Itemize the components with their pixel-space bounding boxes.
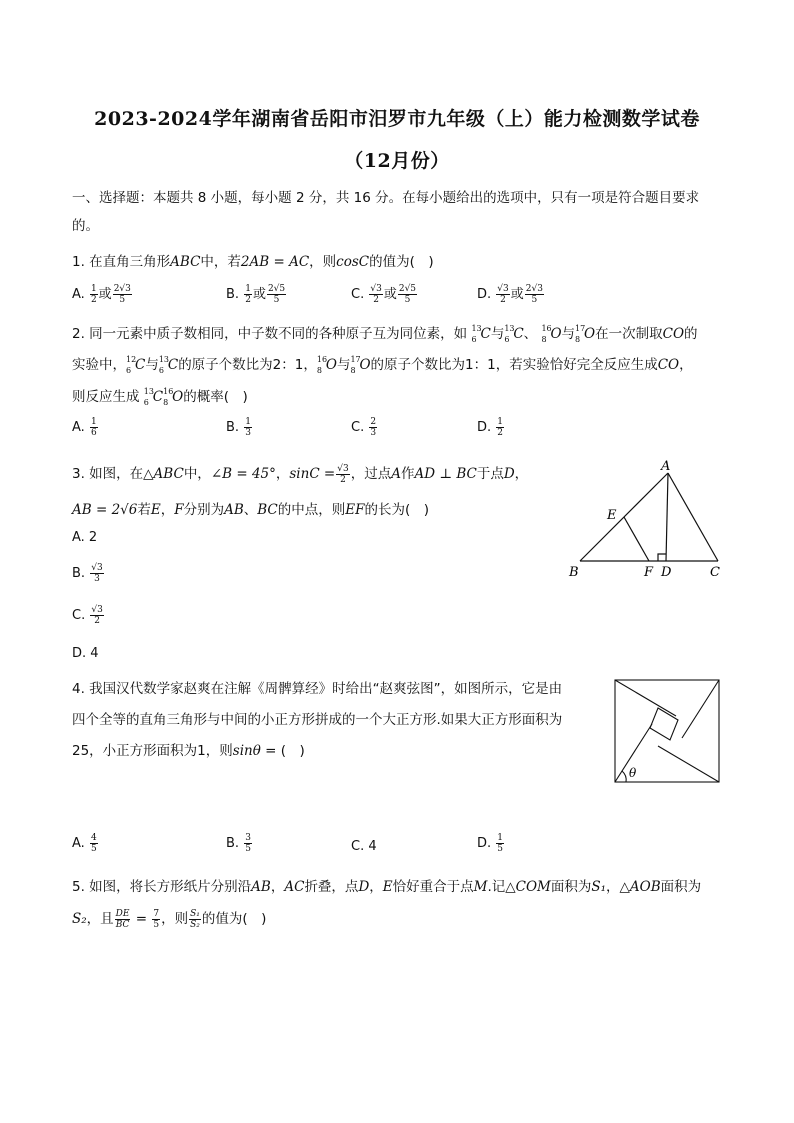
q3-option-b[interactable]: B. $\frac{√3}{3}$ — [72, 563, 103, 584]
chord-3 — [658, 746, 719, 782]
theta-arc — [622, 771, 626, 782]
question-2-line2: 实验中， 12 6 C与 13 6 C的原子个数比为2：1， 16 8 O与 17 8 O的原子个数比为1：1，若实验恰好完全反应生成CO， — [72, 355, 693, 375]
q1-option-b[interactable]: B. $\frac{1}{2}$ 或 $\frac{2√5}{5}$ — [226, 284, 286, 305]
exam-title: 2023-2024学年湖南省岳阳市汨罗市九年级（上）能力检测数学试卷 — [94, 108, 700, 130]
q3-option-a[interactable]: A. 2 — [72, 530, 98, 545]
side-ac — [668, 473, 718, 561]
theta-label: θ — [629, 766, 637, 780]
q2-option-c[interactable]: C. $\frac{2}{3}$ — [351, 417, 377, 438]
q4-option-c[interactable]: C. 4 — [351, 839, 377, 854]
q2-option-a[interactable]: A. $\frac{1}{6}$ — [72, 417, 97, 438]
q4-option-b[interactable]: B. $\frac{3}{5}$ — [226, 833, 251, 854]
question-1-stem: 1. 在直角三角形ABC中，若2AB = AC，则cosC的值为( ) — [72, 254, 434, 270]
label-f: F — [644, 565, 654, 580]
altitude-ad — [666, 473, 668, 561]
q3-triangle-figure — [565, 455, 730, 580]
label-e: E — [607, 508, 617, 523]
right-angle-mark — [658, 554, 666, 561]
label-c: C — [710, 565, 720, 580]
question-5-line1: 5. 如图，将长方形纸片分别沿AB，AC折叠，点D，E恰好重合于点M.记△COM面积为S₁，△AOB面积为 — [72, 879, 702, 895]
q3-option-d[interactable]: D. 4 — [72, 646, 99, 661]
q4-option-a[interactable]: A. $\frac{4}{5}$ — [72, 833, 97, 854]
label-b: B — [569, 565, 579, 580]
segment-ef — [624, 517, 649, 561]
question-2-line3: 则反应生成 13 6 C 16 8 O的概率( ) — [72, 387, 248, 407]
q1-option-a[interactable]: A. $\frac{1}{2}$ 或 $\frac{2√3}{5}$ — [72, 284, 131, 305]
q4-option-d[interactable]: D. $\frac{1}{5}$ — [477, 833, 504, 854]
question-3-line2: AB = 2√6若E，F分别为AB、BC的中点，则EF的长为( ) — [72, 502, 430, 518]
exam-subtitle: （12月份） — [344, 150, 450, 172]
question-3-line1: 3. 如图，在△ABC中，∠B = 45°，sinC = $\frac{√3}{2}$ ，过点A作AD ⊥ BC于点D， — [72, 463, 529, 485]
chord-2 — [682, 680, 719, 738]
label-d: D — [661, 565, 672, 580]
q2-option-b[interactable]: B. $\frac{1}{3}$ — [226, 417, 251, 438]
chord-1 — [615, 680, 676, 716]
section-instructions-cont: 的。 — [72, 218, 99, 234]
q1-option-d[interactable]: D. $\frac{√3}{2}$ 或 $\frac{2√3}{5}$ — [477, 284, 543, 305]
q3-option-c[interactable]: C. $\frac{√3}{2}$ — [72, 605, 103, 626]
inner-square — [650, 708, 678, 740]
question-5-line2: S₂，且 $\frac{DE}{BC}$ = $\frac{7}{5}$ ，则 $\frac{\text{S₁}}{\text{S₂}}$ 的值为( ) — [72, 908, 267, 930]
label-a: A — [661, 459, 671, 474]
q2-option-d[interactable]: D. $\frac{1}{2}$ — [477, 417, 504, 438]
question-2-line1: 2. 同一元素中质子数相同，中子数不同的各种原子互为同位素，如 13 6 C与 13 6 C、 16 8 O与 17 8 O在一次制取CO的 — [72, 324, 698, 344]
section-instructions: 一、选择题：本题共 8 小题，每小题 2 分，共 16 分。在每小题给出的选项中，只有一项是符合题目要求 — [72, 190, 700, 206]
q1-option-c[interactable]: C. $\frac{√3}{2}$ 或 $\frac{2√5}{5}$ — [351, 284, 417, 305]
q4-zhao-shuang-figure — [612, 678, 722, 785]
question-4-line2: 四个全等的直角三角形与中间的小正方形拼成的一个大正方形.如果大正方形面积为 — [72, 712, 563, 728]
question-4-line1: 4. 我国汉代数学家赵爽在注解《周髀算经》时给出“赵爽弦图”，如图所示，它是由 — [72, 681, 563, 697]
question-4-line3: 25，小正方形面积为1，则sinθ = ( ) — [72, 743, 305, 759]
